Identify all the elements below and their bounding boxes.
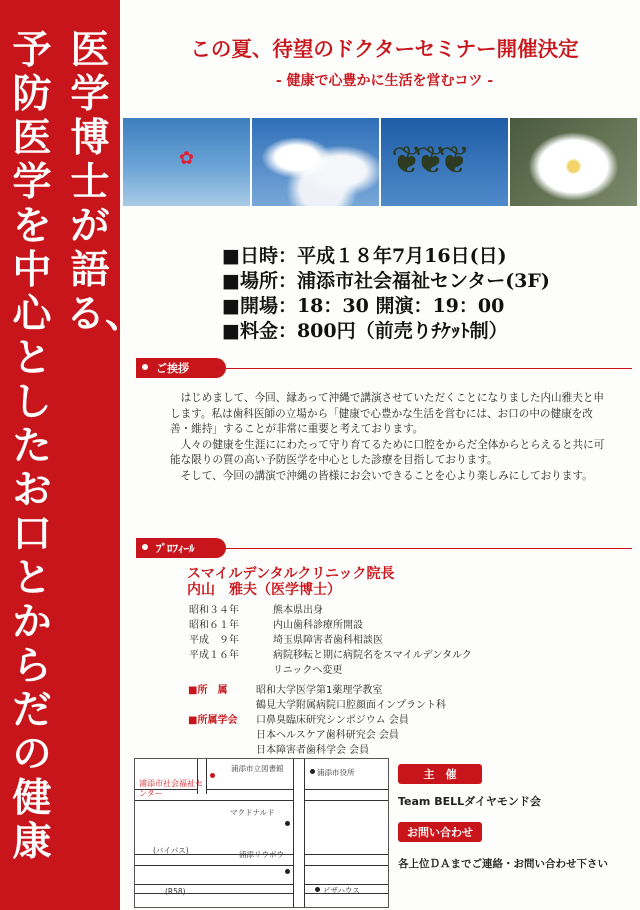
sidebar-text-col2: 予防医学を中心としたお口とからだの健康 <box>12 27 52 865</box>
history-row: 平成 ９年 埼玉県障害者歯科相談医 <box>189 635 383 646</box>
greeting-paragraph: そして、今回の講演で沖縄の皆様にお会いできることを心より楽しみにしております。 <box>180 469 593 482</box>
red-sidebar <box>0 0 145 910</box>
map-marker <box>285 869 290 874</box>
host-label: 主 催 <box>398 764 482 784</box>
doctor-name: 内山 雅夫（医学博士） <box>187 582 341 598</box>
map-bowling-label: 浦添リウボウ <box>239 850 284 859</box>
profile-label: ﾌﾟﾛﾌｨｰﾙ <box>136 538 226 558</box>
affiliation-item: 昭和大学医学第1薬理学教室 <box>256 685 383 696</box>
map-bypass-label: (バイパス) <box>153 846 189 855</box>
profile-divider <box>226 548 632 549</box>
society-item: 日本障害者歯科学会 会員 <box>256 745 370 756</box>
affiliation-list <box>188 683 446 758</box>
map-venue-label: 浦添市社会福祉センター <box>139 779 203 798</box>
host-name: Team BELLダイヤモンド会 <box>398 795 541 808</box>
contact-text: 各上位ＤＡまでご連絡・お問い合わせ下さい <box>398 858 608 870</box>
event-date: ■日時：平成１８年7月16日(日) <box>222 245 507 267</box>
map-cityhall-label: 浦添市役所 <box>317 768 355 777</box>
sky-clouds-photo <box>252 118 379 206</box>
leaf-icon: ❦❦❦ <box>391 138 463 182</box>
access-map <box>134 758 389 908</box>
map-mcdonalds-label: マクドナルド <box>230 808 275 817</box>
map-road <box>293 759 305 907</box>
affiliation-item: 鶴見大学附属病院口腔顔面インプラント科 <box>256 700 446 711</box>
affiliation-label: ■所 属 <box>188 685 228 696</box>
sea-flower-photo <box>123 118 250 206</box>
map-marker <box>285 821 290 826</box>
photo-strip <box>123 118 637 206</box>
event-info <box>222 244 550 344</box>
greeting-paragraph: はじめまして、今回、縁あって沖縄で講演させていただくことになりました内山雅夫と申します。私は歯科医師の立場から「健康で心豊かな生活を営むには、お口の中の健康を改善・維持」することが非常に重要と考えております。 <box>170 392 605 435</box>
event-fee: ■料金：800円（前売りﾁｹｯﾄ制） <box>222 320 508 342</box>
history-row: 平成１６年 病院移転と期に病院名をスマイルデンタルク <box>189 650 472 661</box>
map-pizza-label: ピザハウス <box>323 886 360 895</box>
profile-heading <box>187 566 394 598</box>
history-row: 昭和６１年 内山歯科診療所開設 <box>189 620 363 631</box>
society-label: ■所属学会 <box>188 715 238 726</box>
event-time: ■開場：18：30 開演：19：00 <box>222 295 505 317</box>
greeting-label: ご挨拶 <box>136 358 226 378</box>
contact-label: お問い合わせ <box>398 822 482 842</box>
page-title: この夏、待望のドクターセミナー開催決定 <box>190 37 579 61</box>
map-venue-marker <box>210 773 215 778</box>
map-marker <box>315 887 320 892</box>
map-marker <box>310 769 315 774</box>
society-item: 口鼻臭臨床研究シンポジウム 会員 <box>256 715 409 726</box>
clinic-title: スマイルデンタルクリニック院長 <box>187 566 395 582</box>
greeting-divider <box>226 368 632 369</box>
event-place: ■場所：浦添市社会福祉センター(3F) <box>222 270 550 292</box>
red-flower-icon: ✿ <box>179 148 195 169</box>
white-flower-photo <box>510 118 637 206</box>
palm-leaves-photo <box>381 118 508 206</box>
page-subtitle: - 健康で心豊かに生活を営むコツ - <box>275 73 494 89</box>
sidebar-text-col1: 医学博士が語る、 <box>66 27 145 337</box>
map-library-label: 浦添市立図書館 <box>231 764 284 773</box>
map-route58-label: (R58) <box>165 887 186 896</box>
greeting-text <box>170 391 610 484</box>
history-list <box>189 603 472 678</box>
society-item: 日本ヘルスケア歯科研究会 会員 <box>256 730 399 741</box>
greeting-paragraph: 人々の健康を生涯ににわたって守り育てるために口腔をからだ全体からとらえると共に可能な限りの質の高い予防医学を中心とした診療を目指しております。 <box>170 438 605 466</box>
history-row: 昭和３４年 熊本県出身 <box>189 605 323 616</box>
history-row: リニックへ変更 <box>273 665 343 676</box>
